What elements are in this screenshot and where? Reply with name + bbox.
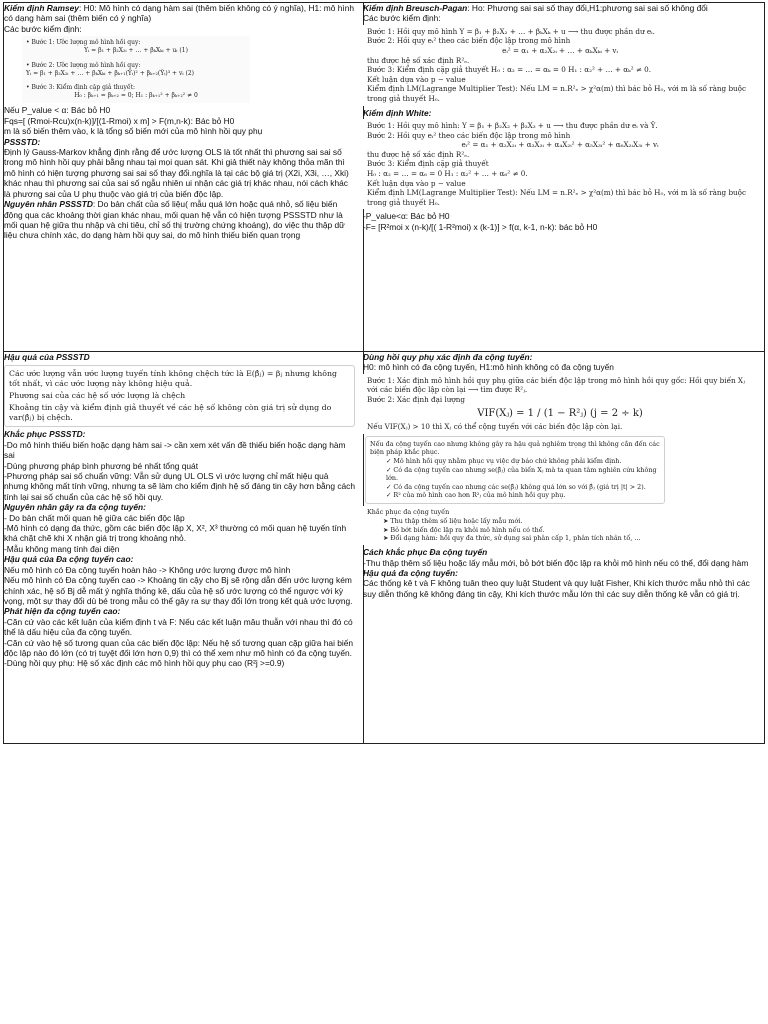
- fig-line: ✓ Có đa cộng tuyến cao nhưng se(β̂ⱼ) của biến Xⱼ mà ta quan tâm nghiên cứu không lớn.: [386, 465, 657, 483]
- fig-line: Yᵢ = β₁ + β₂X₂ᵢ + … + βₖXₖᵢ + uᵢ (1): [84, 47, 188, 55]
- psss-cause-text: : Do bản chất của số liệu( mẫu quá lớn hoặc quá nhỏ, số liệu biến động qua các khoảng thời gian khác nhau, mối quan hệ vẫn có hiện tượng PSSSTD như là mối quan hệ giữa thu nhập và chi tiêu, chỉ số thị trường chứng khoáng), do việc thu thập dữ liệu chưa chính xác, do dạng hàm hồi quy sai, do mô hình thiếu biến quan trọng: [4, 199, 345, 241]
- no-remedy-figure: [365, 436, 665, 504]
- fig-line: Bước 3: Kiểm định cặp giả thuyết: [367, 159, 489, 169]
- text-line: Nếu mô hình có Đa cộng tuyến hoàn hảo -> Không ước lượng được mô hình: [4, 564, 291, 575]
- ramsey-steps-figure: [22, 36, 250, 103]
- text-line: -Mô hình có dạng đa thức, gồm các biến độc lập X, X², X³ thường có mối quan hệ tuyến tính khá chặt chẽ khi X nhận giá trị trong khoảng nhỏ.: [4, 523, 347, 544]
- fig-line: H₀ : α₂ = … = α₆ = 0 H₁ : α₂² + … + α₆² ≠ 0.: [367, 168, 528, 178]
- ramsey-steps-intro: Các bước kiểm định:: [4, 23, 82, 34]
- fig-line: ✓ R² của mô hình cao hơn R²ⱼ của mô hình hồi quy phụ.: [386, 491, 566, 500]
- bp-steps-figure: [363, 25, 757, 106]
- fig-line: Bước 1: Hồi quy mô hình Y = β₁ + β₂X₂ + … + βₖXₖ + u ⟶ thu được phần dư eᵢ.: [367, 26, 655, 36]
- fig-line: Kết luận dựa vào p − value: [367, 178, 466, 188]
- text-line: -Căn cứ vào hệ số tương quan của các biến độc lập: Nếu hệ số tương quan cặp giữa hai biến độc lập nào đó lớn (có trị tuyệt đối lớn hơn 0,9) thì có thể xem như mô hình có đa cộng tuyến.: [4, 637, 354, 658]
- text-line: - Do bản chất mối quan hệ giữa các biến độc lập: [4, 512, 185, 523]
- psss-cause: [4, 199, 355, 241]
- cell-consequences-remedies: [4, 352, 355, 740]
- fig-line: Nếu đa cộng tuyến cao nhưng không gây ra hậu quả nghiêm trọng thì không cần đến các biện pháp khắc phục.: [370, 439, 660, 457]
- fig-line: ➤ Bỏ bớt biến độc lập ra khỏi mô hình nếu có thể.: [383, 525, 545, 534]
- text-line: -Do mô hình thiếu biến hoặc dạng hàm sai -> cần xem xét vấn đề thiếu biến hoặc dạng hàm sai: [4, 439, 346, 461]
- text-line: Nếu mô hình có Đa cộng tuyến cao -> Khoảng tin cậy cho Bj sẽ rộng dẫn đến ước lượng kém chính xác, hệ số Bj dễ mất ý nghĩa thống kê, dấu của hệ số ước lượng có thể ngược với kỳ vọng, một sự thay đổi dù bé trong mẫu có thể gây ra sự thay đổi lớn trong kết quả ước lượng.: [4, 575, 353, 606]
- psss-title: PSSSTD:: [4, 136, 41, 147]
- text-line: -Dùng phương pháp bình phương bé nhất tổng quát: [4, 460, 199, 471]
- text-line: Fqs=[ (Rmoi-Rcu)x(n-k)]/[(1-Rmoi) x m] > F(m,n-k): Bác bỏ H0: [4, 115, 235, 126]
- bp-hypotheses: : Ho: Phương sai sai số thay đổi,H1:phương sai sai số không đổi: [467, 3, 708, 13]
- fig-line: ✓ Có đa cộng tuyến cao nhưng các se(β̂ⱼ) không quá lớn so với β̂ⱼ (giá trị |t| > 2).: [386, 482, 646, 491]
- nn-dct-title: Nguyên nhân gây ra đa cộng tuyến:: [4, 502, 146, 513]
- psss-text: Định lý Gauss-Markov khẳng định rằng để ước lượng OLS là tốt nhất thì phương sai sai số trong mô hình hồi quy phải bằng nhau tại mọi quan sát. Khi giả thiết này không thỏa mãn thì mô hình có hiện tượng phương sai sai số thay đổi.nghĩa là tại các bộ giá trị (X2i, X3i, …, Xki) khác nhau thì phương sai của sai số ngẫu nhiên ui nhận các giá trị khác nhau, nói cách khác là phương sai của U phụ thuộc vào giá trị của biến độc lập.: [4, 147, 349, 199]
- kp-psss-title: Khắc phục PSSSTD:: [4, 429, 86, 440]
- fig-line: ➤ Đổi dạng hàm: hồi quy đa thức, sử dụng sai phân cấp 1, phân tích nhân tố, ...: [383, 534, 641, 543]
- hq-dct2-title: Hậu quả đa cộng tuyến:: [363, 567, 458, 578]
- vif-steps-figure: [363, 374, 757, 434]
- remedy-figure: [363, 506, 661, 545]
- text-line: -Phương pháp sai số chuẩn vững: Vẫn sử dụng UL OLS vì ước lượng chỉ mất hiệu quả nhưng không mất tính vững, nhưng ta sẽ làm cho kiểm định hệ số đáng tin cậy hơn bằng cách tính lại sai số chuẩn của các hệ số hồi quy.: [4, 471, 355, 502]
- white-title: Kiểm định White:: [363, 107, 432, 118]
- fig-line: Bước 1: Hồi quy mô hình: Y = β₁ + β₂X₂ + β₃X₃ + u ⟶ thu được phần dư eᵢ và Ŷ.: [367, 120, 658, 130]
- fig-line: Kiểm định LM(Lagrange Multiplier Test): Nếu LM = n.R²ₑ > χ²α(m) thì bác bỏ H₀, với m là số ràng buộc trong giả thuyết H₀.: [367, 188, 747, 207]
- fig-line: Yᵢ = β₁ + β₂X₂ᵢ + … + βₖXₖᵢ + βₖ₊₁(Ŷᵢ)² + βₖ₊₂(Ŷᵢ)³ + vᵢ (2): [26, 69, 194, 77]
- text-line: m là số biến thêm vào, k là tổng số biến mới của mô hình hồi quy phụ: [4, 126, 263, 137]
- fig-line: Bước 2: Xác định đại lượng: [367, 395, 465, 404]
- fig-line: Bước 3: Kiểm định cặp giả thuyết H₀ : α₂ = … = αₖ = 0 H₁ : α₂² + … + αₖ² ≠ 0.: [367, 65, 652, 75]
- hq-dct2-text: Các thống kê t và F không tuân theo quy luật Student và quy luật Fisher, Khi kích thước mẫu nhỏ thì các suy diễn thống kê không đáng tin cậy, Khi kích thước mẫu lớn thì các suy diễn thống kê vẫn có giá trị.: [363, 578, 750, 599]
- fig-line: • Bước 1: Ước lượng mô hình hồi quy:: [26, 39, 141, 47]
- cell-ramsey-psss: [4, 3, 355, 346]
- fig-line: Các ước lượng vẫn ước lượng tuyến tính không chệch tức là E(β̂ⱼ) = βⱼ nhưng không tốt nhất, vì các ước lượng này không hiệu quả.: [9, 369, 337, 389]
- fig-line: thu được hệ số xác định R²ₑ.: [367, 55, 470, 65]
- text-line: -P_value<α: Bác bỏ H0: [363, 211, 450, 222]
- vif-formula: VIF(Xⱼ) = 1 / (1 − R²ⱼ) (j = 2 ÷ k): [477, 407, 643, 419]
- hqp-title: Dùng hồi quy phụ xác định đa cộng tuyến:: [363, 352, 533, 362]
- fig-line: Phương sai của các hệ số ước lượng là chệch: [9, 391, 186, 401]
- vif-note: Nếu VIF(Xⱼ) > 10 thì Xⱼ có thể cộng tuyến với các biến độc lập còn lại.: [367, 422, 623, 432]
- fig-line: ➤ Thu thập thêm số liệu hoặc lấy mẫu mới.: [383, 516, 523, 525]
- psss-cause-title: Nguyên nhân PSSSTD: [4, 199, 93, 210]
- fig-line: • Bước 3: Kiểm định cặp giả thuyết:: [26, 84, 136, 92]
- fig-line: Kiểm định LM(Lagrange Multiplier Test): Nếu LM = n.R²ₑ > χ²α(m) thì bác bỏ H₀, với m là số ràng buộc trong giả thuyết H₀.: [367, 84, 747, 103]
- cell-breusch-white: [363, 3, 757, 346]
- text-line: -Dùng hồi quy phụ: Hệ số xác định các mô hình hồi quy phụ cao (R²j >=0.9): [4, 658, 285, 669]
- fig-line: eᵢ² = α₁ + α₂X₂ᵢ + α₃X₃ᵢ + α₄X₂ᵢ² + α₅X₃ᵢ² + α₆X₂ᵢX₃ᵢ + vᵢ: [461, 140, 659, 150]
- kp-dct-text: -Thu thập thêm số liệu hoặc lấy mẫu mới, bỏ bớt biến độc lập ra khỏi mô hình nếu có thể, đổi dạng hàm: [363, 557, 749, 568]
- ph-dct-title: Phát hiện đa cộng tuyến cao:: [4, 606, 121, 617]
- fig-line: Bước 2: Hồi quy eᵢ² theo các biến độc lập trong mô hình: [367, 130, 571, 140]
- ramsey-title: Kiểm định Ramsey: [4, 3, 79, 13]
- text-line: Nếu P_value < α: Bác bỏ H0: [4, 105, 111, 116]
- fig-line: Khoảng tin cậy và kiểm định giả thuyết về các hệ số không còn giá trị sử dụng do var(β̂ⱼ) bị chệch.: [9, 403, 332, 423]
- fig-line: H₀ : βₖ₊₁ = βₖ₊₂ = 0; H₁ : βₖ₊₁² + βₖ₊₂² ≠ 0: [74, 92, 198, 100]
- ramsey-hypotheses: : H0: Mô hình có dạng hàm sai (thêm biến không có ý nghĩa), H1: mô hình có dạng hàm sai (thêm biến có ý nghĩa): [4, 3, 355, 24]
- fig-line: thu được hệ số xác định R²ₑ.: [367, 149, 470, 159]
- hq-psss-figure: [4, 365, 355, 427]
- hq-psss-title: Hậu quả của PSSSTD: [4, 352, 90, 362]
- bp-steps-intro: Các bước kiểm định:: [363, 13, 441, 24]
- cell-vif-multicollinearity: [363, 352, 757, 740]
- fig-line: Bước 2: Hồi quy eᵢ² theo các biến độc lập trong mô hình: [367, 36, 571, 46]
- fig-line: Bước 1: Xác định mô hình hồi quy phụ giữa các biến độc lập trong mô hình hồi quy gốc: Hồi quy biến Xⱼ với các biến độc lập còn lại ⟶ tìm được R²ⱼ.: [367, 375, 745, 395]
- white-steps-figure: [363, 119, 757, 209]
- ramsey-heading: [4, 3, 355, 24]
- text-line: -Mẫu không mang tính đại diện: [4, 543, 120, 554]
- text-line: -F= [R²moi x (n-k)/[( 1-R²moi) x (k-1)] > f(α, k-1, n-k): bác bỏ H0: [363, 221, 598, 232]
- bp-heading: [363, 3, 757, 13]
- fig-line: Khắc phục đa cộng tuyến: [367, 507, 450, 516]
- hq-dct-title: Hậu quả của Đa cộng tuyến cao:: [4, 554, 134, 565]
- fig-line: • Bước 2: Ước lượng mô hình hồi quy:: [26, 61, 141, 69]
- text-line: -Căn cứ vào các kết luận của kiểm định t và F: Nếu các kết luận mâu thuẫn với nhau thì đó có thể là dấu hiệu của đa cộng tuyến.: [4, 616, 353, 638]
- fig-line: Kết luận dựa vào p − value: [367, 74, 466, 84]
- fig-line: eᵢ² = α₁ + α₂X₂ᵢ + … + αₖXₖᵢ + vᵢ: [502, 46, 618, 55]
- kp-dct-title: Cách khắc phục Đa cộng tuyến: [363, 547, 488, 558]
- hqp-hypotheses: H0: mô hình có đa cộng tuyến, H1:mô hình không có đa cộng tuyến: [363, 362, 614, 373]
- fig-line: ✓ Mô hình hồi quy nhằm phục vụ việc dự báo chứ không phải kiểm định.: [386, 456, 622, 465]
- bp-title: Kiểm định Breusch-Pagan: [363, 3, 468, 13]
